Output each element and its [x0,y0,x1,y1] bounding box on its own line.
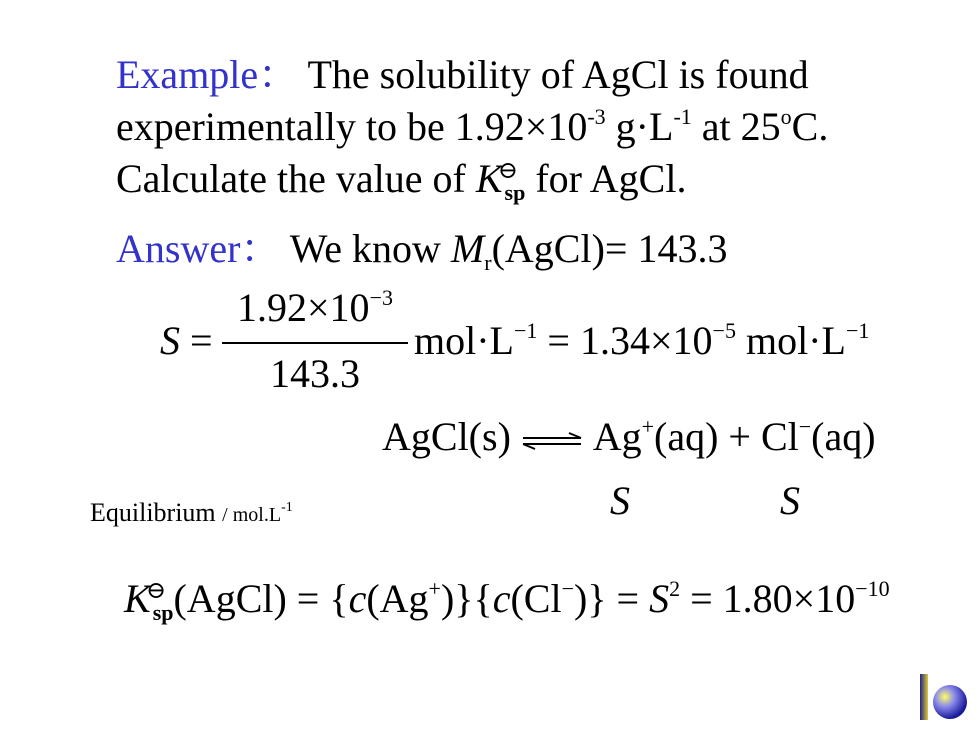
equilibrium-unit-exponent: -1 [281,500,293,515]
example-text-4: for AgCl. [535,156,687,201]
unit-2: mol·L [745,318,846,363]
chloride-state: (aq) [811,414,876,459]
reactant: AgCl(s) [382,414,511,459]
answer-text: We know [289,226,441,271]
ksp-s-exponent: 2 [669,576,681,601]
exponent: -3 [587,104,606,129]
k-letter-2: K [124,576,151,621]
answer-line [116,226,727,278]
ksp-expr-1: (AgCl) = { [173,576,349,621]
conc-symbol-1: c [348,576,367,621]
chloride-charge: − [798,414,812,439]
example-line-3 [116,156,686,208]
presentation-logo-icon [918,674,970,722]
equals-sign-2: = [547,318,570,363]
ksp-symbol-2 [124,576,173,628]
unit: g·L [615,104,674,149]
example-text-3: Calculate the value of [116,156,466,201]
silver-charge: + [641,414,654,439]
silver-ion: Ag [592,414,642,459]
equals-sign: = [190,318,213,363]
equilibrium-label: Equilibrium [90,498,216,527]
ksp-exponent: −10 [855,576,890,601]
fraction-bar [222,342,408,344]
molar-mass-symbol: M [450,226,485,271]
ten: 10 [547,104,588,149]
s-symbol: S [160,318,180,363]
standard-state-icon-2: ⊖ [146,578,167,604]
example-line-1 [116,52,809,98]
unit-exponent: -1 [673,104,692,129]
unit-1: mol·L [414,318,514,363]
example-line-2 [116,104,828,156]
ksp-cl-charge: − [561,576,574,601]
equilibrium-label-row [90,498,293,533]
unit-1-exponent: −1 [513,318,538,343]
numerator-exponent: −3 [369,285,393,310]
celsius: C. [791,104,829,149]
equilibrium-s-cl: S [780,478,800,523]
solubility-value: 1.34×10 [579,318,713,363]
degree-sign: o [780,104,792,129]
ksp-equation [124,576,890,628]
ksp-symbol [476,156,525,208]
example-text-1: The solubility of AgCl is found [307,52,809,97]
sp-subscript-2: sp [152,600,174,625]
equilibrium-arrow-icon [521,431,585,451]
times-sign: × [524,104,548,149]
ksp-ag: (Ag [366,576,429,621]
numerator-text: 1.92×10 [237,285,370,330]
solubility-exponent: −5 [712,318,736,343]
answer-label: Answer： [116,226,281,271]
temperature: at 25 [701,104,781,149]
fraction-denominator: 143.3 [270,351,360,396]
sp-subscript: sp [504,180,526,205]
conc-symbol-2: c [492,576,511,621]
molar-mass-value: (AgCl)= 143.3 [491,226,728,271]
fraction-numerator [222,286,408,336]
ksp-ag-charge: + [428,576,441,601]
ksp-value: = 1.80×10 [690,576,856,621]
solubility-fraction [222,286,408,396]
ksp-cl: (Cl [510,576,562,621]
k-letter: K [475,156,503,201]
equilibrium-s-ag: S [610,478,630,523]
reaction-equation [382,414,876,466]
example-label: Example： [116,52,299,97]
unit-2-exponent: −1 [845,318,870,343]
solubility-rhs [414,318,869,370]
example-text-2: experimentally to be 1.92 [116,104,525,149]
ksp-expr-3: )} = [574,576,640,621]
molar-mass-subscript: r [484,250,492,275]
product-state: (aq) + Cl [654,414,799,459]
solubility-lhs [160,318,213,364]
standard-state-icon: ⊖ [497,158,518,184]
equilibrium-unit: / mol.L [222,504,282,526]
ksp-s: S [649,576,670,621]
ksp-expr-2: )}{ [440,576,493,621]
